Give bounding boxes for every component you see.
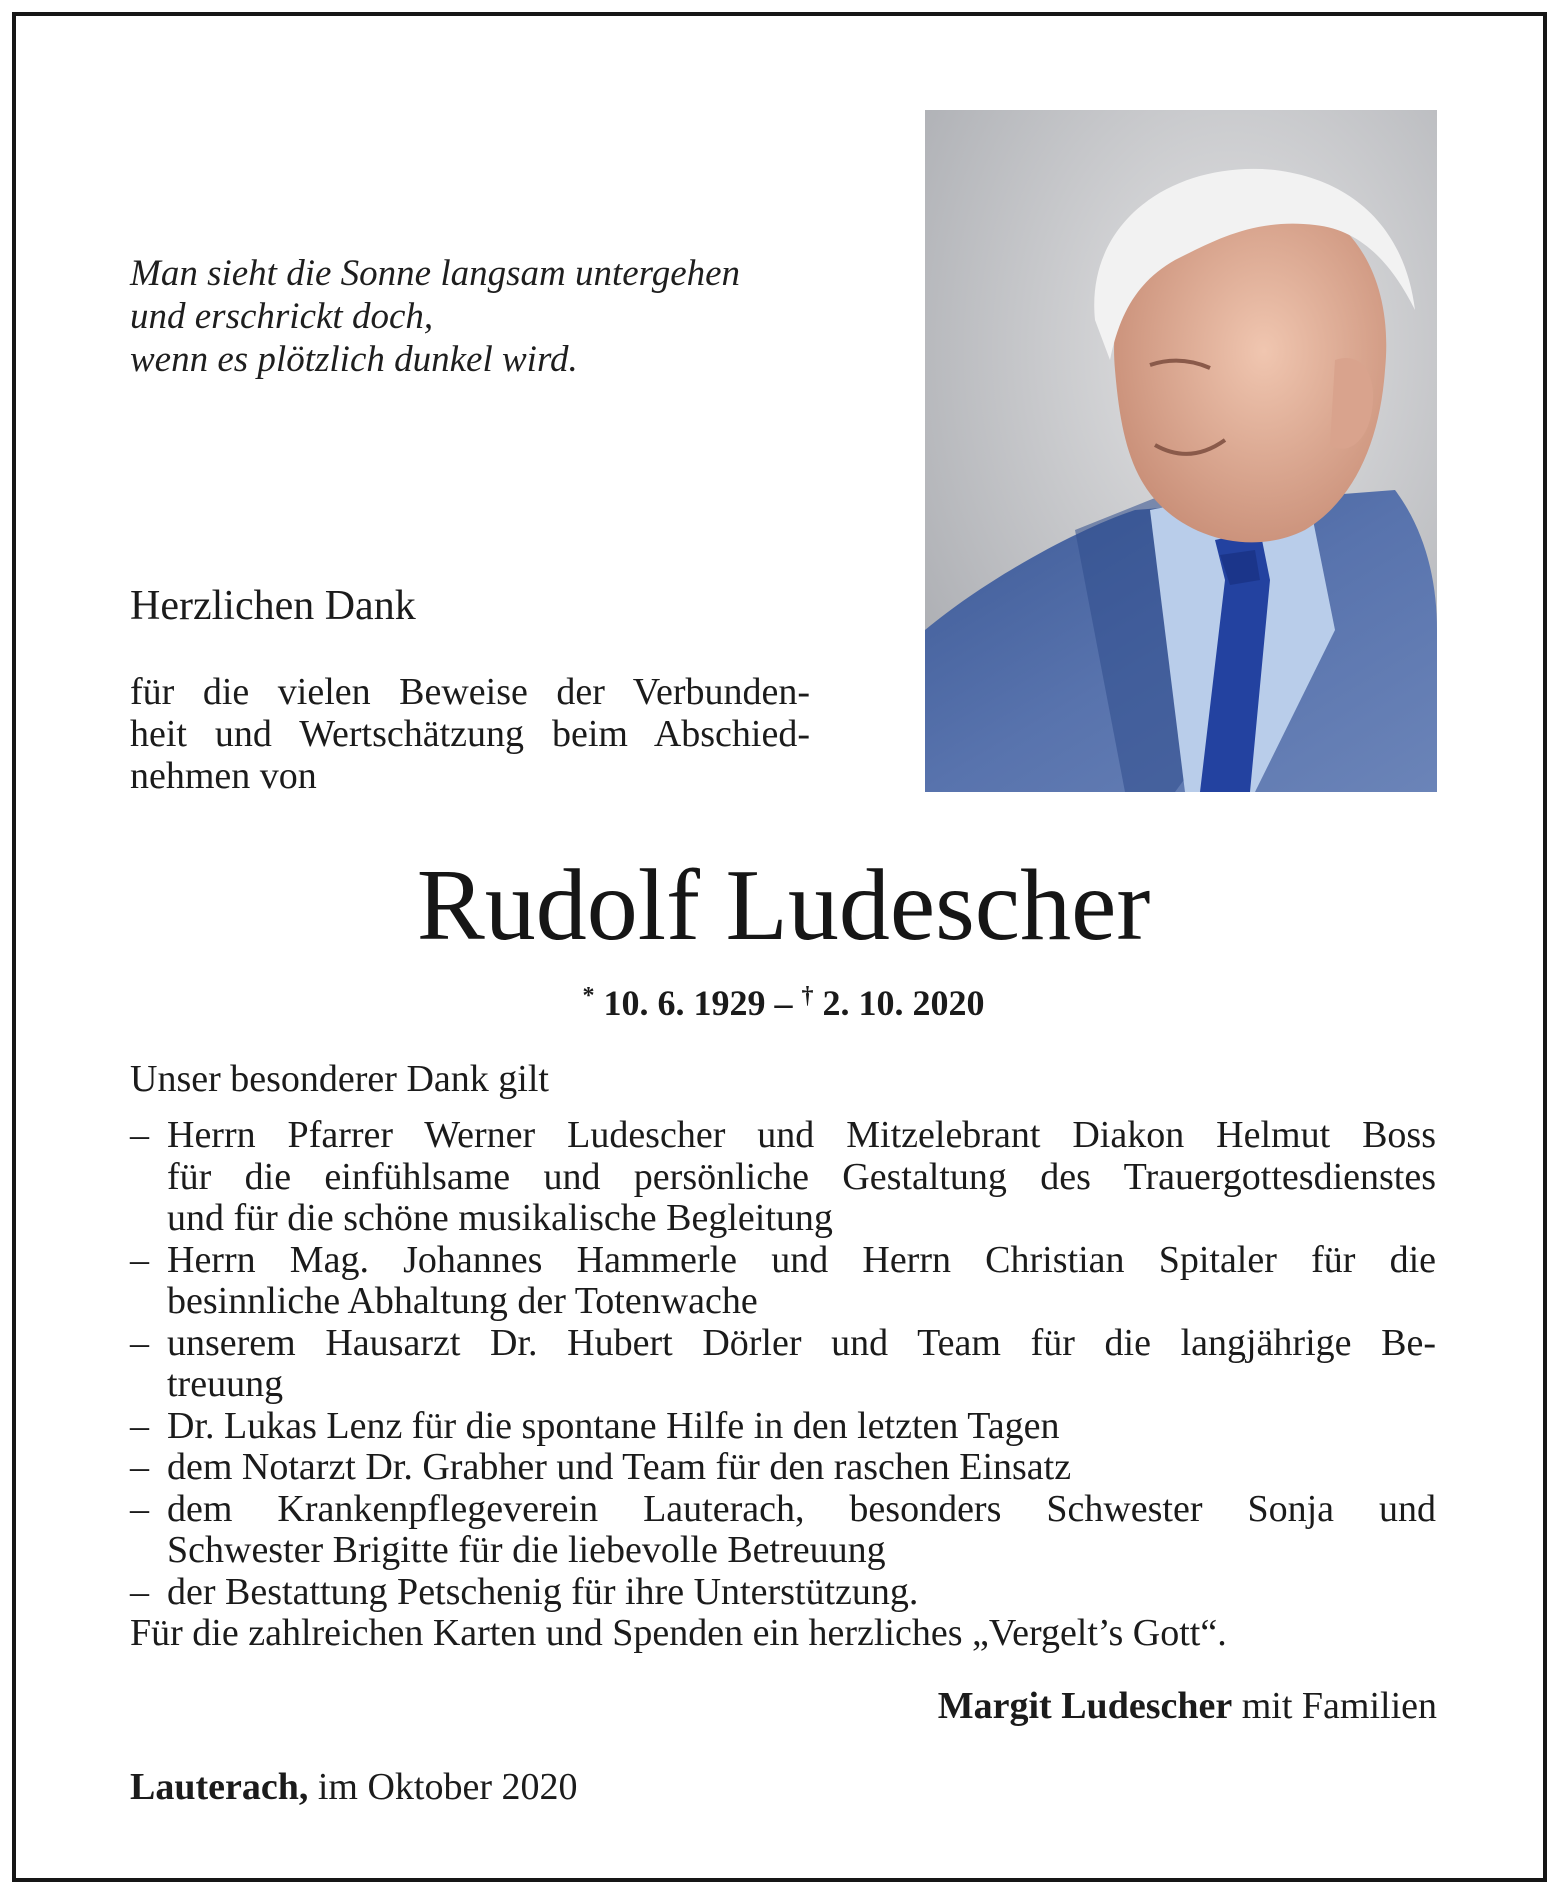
signature (938, 1684, 1437, 1728)
life-dates (0, 975, 1567, 1024)
list-item-line: und für die schöne musikalische Begleitung (167, 1197, 833, 1239)
birth-date: 10. 6. 1929 (603, 983, 766, 1023)
thanks-body-line: für die vielen Beweise der Verbunden- (130, 671, 810, 713)
list-dash: – (130, 1570, 149, 1613)
list-dash: – (130, 1404, 149, 1447)
poem-quote (130, 252, 740, 381)
signature-suffix: mit Familien (1232, 1685, 1437, 1727)
quote-line: und erschrickt doch, (130, 296, 434, 337)
thanks-heading: Herzlichen Dank (130, 583, 416, 629)
list-item-line: besinnliche Abhaltung der Totenwache (167, 1280, 758, 1322)
list-dash: – (130, 1114, 149, 1156)
thanks-body-line: heit und Wertschätzung beim Abschied- (130, 713, 810, 755)
date-dash: – (774, 983, 793, 1023)
portrait-photo (925, 110, 1437, 792)
list-item-line: für die einfühlsame und persönliche Gestaltung des Trauergottesdienstes (167, 1155, 1436, 1198)
list-item (130, 1323, 1436, 1406)
list-item-line: Schwester Brigitte für die liebevolle Betreuung (167, 1529, 886, 1571)
list-item (130, 1489, 1436, 1572)
list-item-line: der Bestattung Petschenig für ihre Unterstützung. (167, 1570, 919, 1613)
birth-symbol: * (582, 983, 595, 1009)
signature-name: Margit Ludescher (937, 1685, 1233, 1727)
list-item (130, 1572, 1436, 1614)
place-town: Lauterach, (130, 1766, 309, 1808)
list-item-line: treuung (167, 1363, 284, 1405)
list-item (130, 1115, 1436, 1240)
death-symbol: † (801, 983, 814, 1009)
thanks-body (130, 671, 810, 797)
list-dash: – (130, 1487, 149, 1530)
list-item-line: unserem Hausarzt Dr. Hubert Dörler und Team für die langjährige Be- (167, 1321, 1436, 1364)
list-dash: – (130, 1321, 149, 1364)
gratitude-intro: Unser besonderer Dank gilt (130, 1058, 549, 1100)
portrait-image (925, 110, 1437, 792)
list-dash: – (130, 1238, 149, 1281)
list-item-line: Herrn Mag. Johannes Hammerle und Herrn Christian Spitaler für die (167, 1238, 1436, 1281)
death-date: 2. 10. 2020 (822, 983, 985, 1023)
quote-line: Man sieht die Sonne langsam untergehen (130, 253, 741, 294)
place-date-text: im Oktober 2020 (308, 1766, 578, 1808)
list-item-line: dem Notarzt Dr. Grabher und Team für den raschen Einsatz (167, 1446, 1072, 1488)
closing-line: Für die zahlreichen Karten und Spenden ein herzliches „Vergelt’s Gott“. (130, 1612, 1227, 1654)
list-item-line: Herrn Pfarrer Werner Ludescher und Mitzelebrant Diakon Helmut Boss (167, 1114, 1436, 1156)
gratitude-list (130, 1115, 1436, 1655)
list-dash: – (130, 1446, 149, 1488)
quote-line: wenn es plötzlich dunkel wird. (130, 339, 578, 380)
list-item (130, 1447, 1436, 1489)
list-item-line: dem Krankenpflegeverein Lauterach, besonders Schwester Sonja und (167, 1487, 1436, 1530)
thanks-body-line: nehmen von (130, 755, 317, 797)
list-item (130, 1406, 1436, 1448)
place-date (130, 1765, 578, 1809)
deceased-name: Rudolf Ludescher (416, 849, 1151, 962)
list-item-line: Dr. Lukas Lenz für die spontane Hilfe in den letzten Tagen (167, 1404, 1060, 1447)
list-item (130, 1240, 1436, 1323)
